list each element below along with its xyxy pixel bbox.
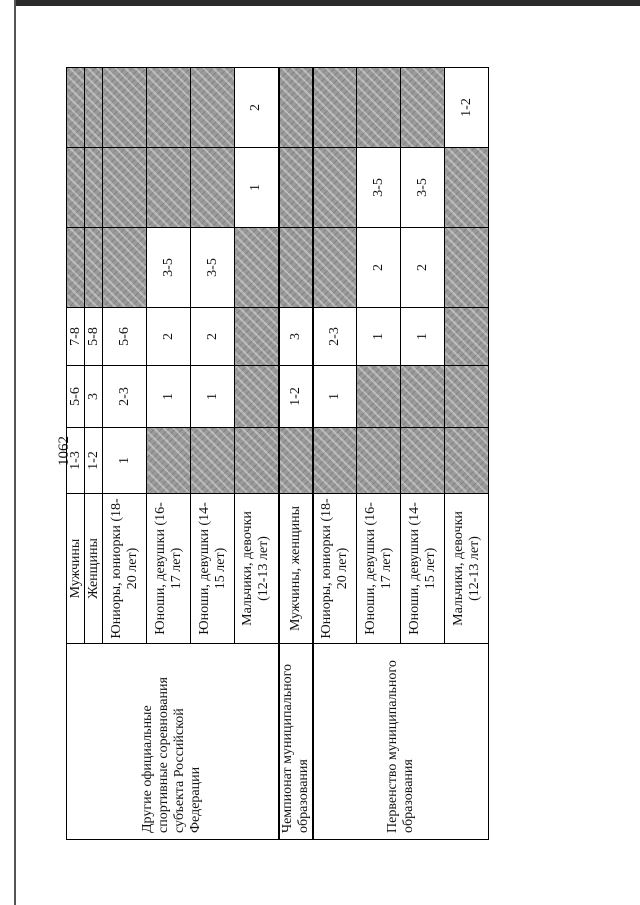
shaded-empty-cell (191, 428, 235, 494)
place-cell: 5-6 (103, 308, 147, 366)
place-cell: 1 (235, 148, 279, 228)
category-cell: Юноши, девушки (16-17 лет) (147, 494, 191, 644)
category-cell: Мальчики, девочки (12-13 лет) (445, 494, 489, 644)
place-cell: 1 (103, 428, 147, 494)
shaded-empty-cell (103, 228, 147, 308)
place-cell: 7-8 (67, 308, 85, 366)
table-row (313, 68, 357, 840)
place-cell: 2-3 (313, 308, 357, 366)
shaded-empty-cell (235, 228, 279, 308)
shaded-empty-cell (445, 366, 489, 428)
place-cell: 2 (191, 308, 235, 366)
place-cell: 3-5 (147, 228, 191, 308)
place-cell: 1-2 (279, 366, 313, 428)
scan-border-top (14, 0, 640, 6)
rotated-table-container (66, 68, 482, 840)
shaded-empty-cell (401, 428, 445, 494)
shaded-empty-cell (401, 68, 445, 148)
place-cell: 1 (401, 308, 445, 366)
competition-name: Первенство муниципального образования (313, 644, 489, 840)
place-cell: 3-5 (357, 148, 401, 228)
shaded-empty-cell (357, 68, 401, 148)
category-cell: Мужчины (67, 494, 85, 644)
place-cell: 3 (85, 366, 103, 428)
place-cell: 2 (357, 228, 401, 308)
shaded-empty-cell (67, 68, 85, 148)
shaded-empty-cell (67, 148, 85, 228)
shaded-empty-cell (103, 68, 147, 148)
shaded-empty-cell (147, 68, 191, 148)
place-cell: 2-3 (103, 366, 147, 428)
category-cell: Юноши, девушки (14-15 лет) (401, 494, 445, 644)
place-cell: 2 (235, 68, 279, 148)
category-cell: Мужчины, женщины (279, 494, 313, 644)
shaded-empty-cell (191, 148, 235, 228)
shaded-empty-cell (357, 366, 401, 428)
shaded-empty-cell (279, 228, 313, 308)
category-cell: Юноши, девушки (16-17 лет) (357, 494, 401, 644)
shaded-empty-cell (279, 428, 313, 494)
shaded-empty-cell (85, 68, 103, 148)
place-cell: 1 (147, 366, 191, 428)
place-cell: 1-2 (85, 428, 103, 494)
competition-name: Другие официальные спортивные соревнования субъекта Российской Федерации (67, 644, 279, 840)
table-body (67, 68, 489, 840)
shaded-empty-cell (235, 428, 279, 494)
place-cell: 5-8 (85, 308, 103, 366)
place-cell: 3-5 (401, 148, 445, 228)
shaded-empty-cell (279, 68, 313, 148)
competition-name: Чемпионат муниципального образования (279, 644, 313, 840)
category-cell: Юноши, девушки (14-15 лет) (191, 494, 235, 644)
shaded-empty-cell (313, 228, 357, 308)
shaded-empty-cell (313, 68, 357, 148)
shaded-empty-cell (191, 68, 235, 148)
shaded-empty-cell (445, 148, 489, 228)
place-cell: 1-3 (67, 428, 85, 494)
shaded-empty-cell (313, 428, 357, 494)
place-cell: 1 (191, 366, 235, 428)
shaded-empty-cell (445, 308, 489, 366)
shaded-empty-cell (279, 148, 313, 228)
category-cell: Юниоры, юниорки (18-20 лет) (313, 494, 357, 644)
shaded-empty-cell (235, 366, 279, 428)
place-cell: 1-2 (445, 68, 489, 148)
shaded-empty-cell (445, 228, 489, 308)
place-cell: 2 (401, 228, 445, 308)
place-cell: 3-5 (191, 228, 235, 308)
shaded-empty-cell (103, 148, 147, 228)
place-cell: 5-6 (67, 366, 85, 428)
page-number: 1062 (56, 436, 72, 466)
shaded-empty-cell (313, 148, 357, 228)
shaded-empty-cell (85, 228, 103, 308)
table-row (279, 68, 313, 840)
scan-border-left (14, 0, 16, 905)
place-cell: 2 (147, 308, 191, 366)
shaded-empty-cell (147, 428, 191, 494)
category-cell: Юниоры, юниорки (18-20 лет) (103, 494, 147, 644)
sports-rank-table (66, 67, 489, 840)
shaded-empty-cell (235, 308, 279, 366)
table-row (67, 68, 85, 840)
shaded-empty-cell (445, 428, 489, 494)
place-cell: 3 (279, 308, 313, 366)
category-cell: Женщины (85, 494, 103, 644)
place-cell: 1 (357, 308, 401, 366)
shaded-empty-cell (357, 428, 401, 494)
shaded-empty-cell (85, 148, 103, 228)
place-cell: 1 (313, 366, 357, 428)
shaded-empty-cell (147, 148, 191, 228)
shaded-empty-cell (67, 228, 85, 308)
shaded-empty-cell (401, 366, 445, 428)
category-cell: Мальчики, девочки (12-13 лет) (235, 494, 279, 644)
